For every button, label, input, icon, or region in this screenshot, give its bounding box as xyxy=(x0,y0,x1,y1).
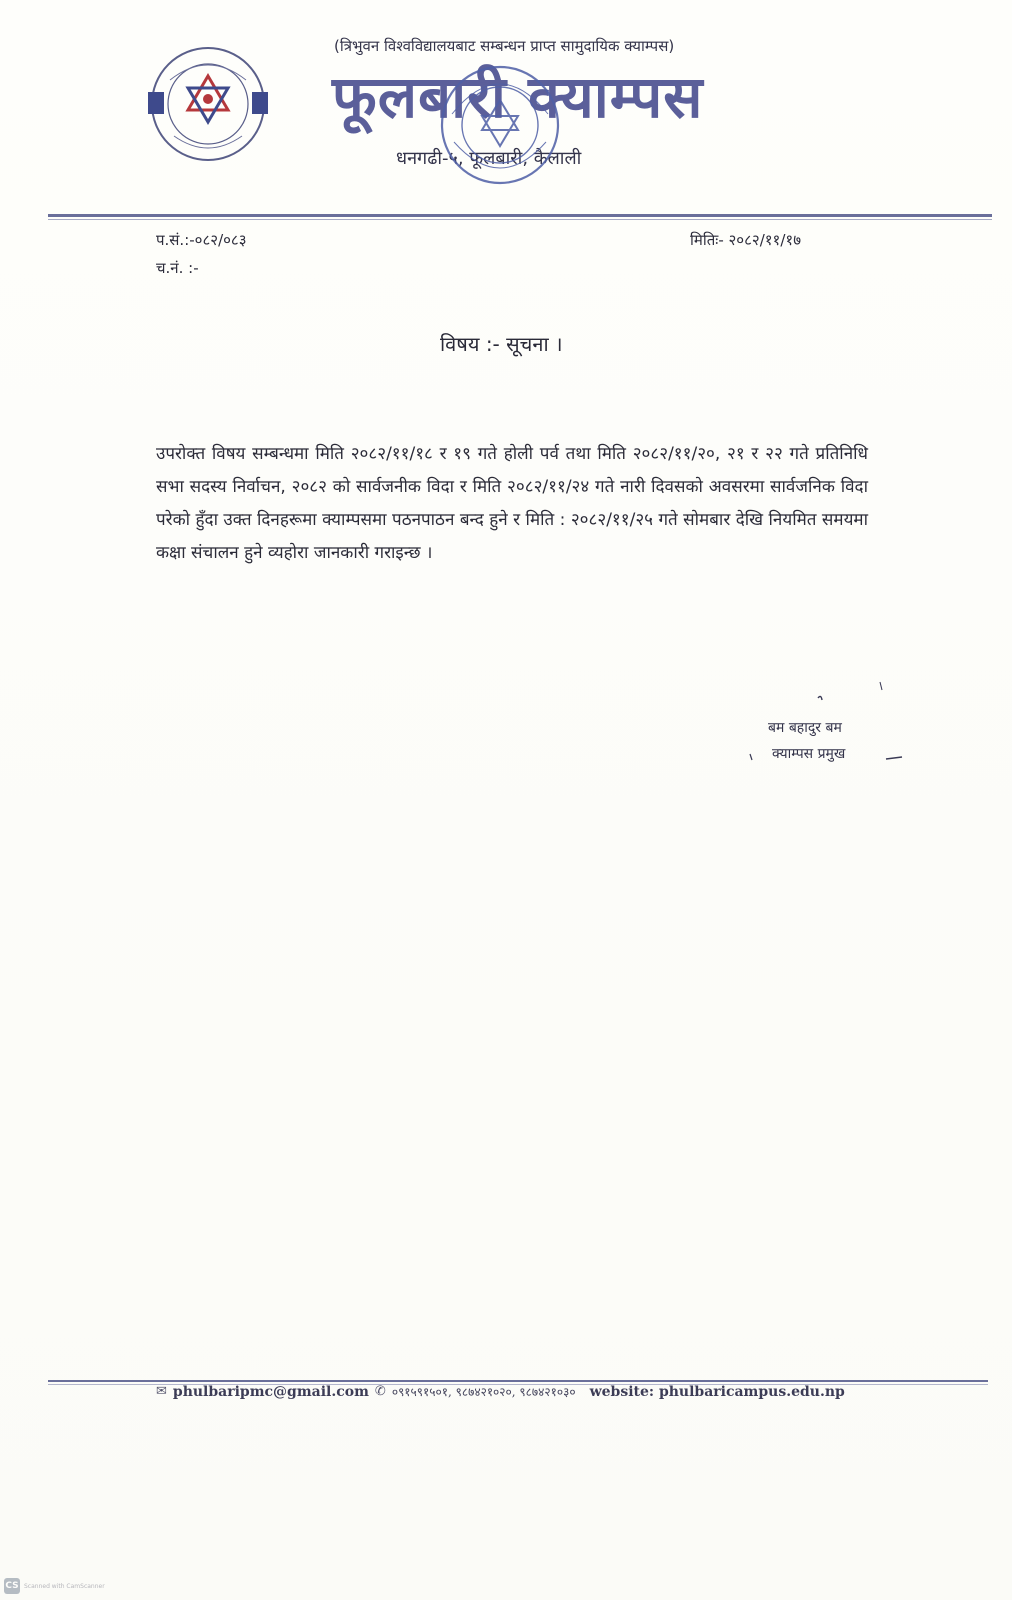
signatory-title: क्याम्पस प्रमुख xyxy=(772,746,846,762)
phone-icon: ✆ xyxy=(374,1384,386,1399)
email-icon: ✉ xyxy=(156,1384,167,1399)
header-divider-thin xyxy=(48,219,992,220)
reference-number: प.सं.:-०८२/०८३ xyxy=(156,231,247,249)
campus-logo xyxy=(146,42,270,166)
camscanner-logo-icon: CS xyxy=(4,1578,20,1594)
campus-stamp xyxy=(438,58,562,192)
footer-email: phulbaripmc@gmail.com xyxy=(172,1383,369,1400)
footer-contact xyxy=(156,1383,916,1400)
campus-address: धनगढी-५, फूलबारी, कैलाली xyxy=(396,148,582,169)
notice-body: उपरोक्त विषय सम्बन्धमा मिति २०८२/११/१८ र १९ गते होली पर्व तथा मिति २०८२/११/२०, २१ र २२ गते प्रतिनिधि सभा सदस्य निर्वाचन, २०८२ को सार्वजनीक विदा र मिति २०८२/११/२४ गते नारी दिवसको अवसरमा सार्वजनिक विदा परेको हुँदा उक्त दिनहरूमा क्याम्पसमा पठनपाठन बन्द हुने र मिति : २०८२/११/२५ गते सोमबार देखि नियमित समयमा कक्षा संचालन हुने व्यहोरा जानकारी गराइन्छ । xyxy=(156,444,868,563)
dispatch-number: च.नं. :- xyxy=(156,259,199,277)
signatory-name: बम बहादुर बम xyxy=(768,720,842,736)
scanner-watermark xyxy=(4,1578,105,1594)
header-divider xyxy=(48,214,992,217)
footer-divider xyxy=(48,1380,988,1382)
campus-name: फूलबारी क्याम्पस xyxy=(332,63,704,131)
letter-subject: विषय :- सूचना । xyxy=(440,332,563,356)
watermark-text: Scanned with CamScanner xyxy=(24,1582,105,1590)
letter-date: मितिः- २०८२/११/१७ xyxy=(690,231,802,249)
footer-phones: ०९१५९१५०१, ९८७४२१०२०, ९८७४२१०३० xyxy=(391,1385,576,1399)
footer-website: website: phulbaricampus.edu.np xyxy=(589,1383,845,1400)
affiliation-line: (त्रिभुवन विश्वविद्यालयबाट सम्बन्धन प्राप्त सामुदायिक क्याम्पस) xyxy=(334,37,675,55)
